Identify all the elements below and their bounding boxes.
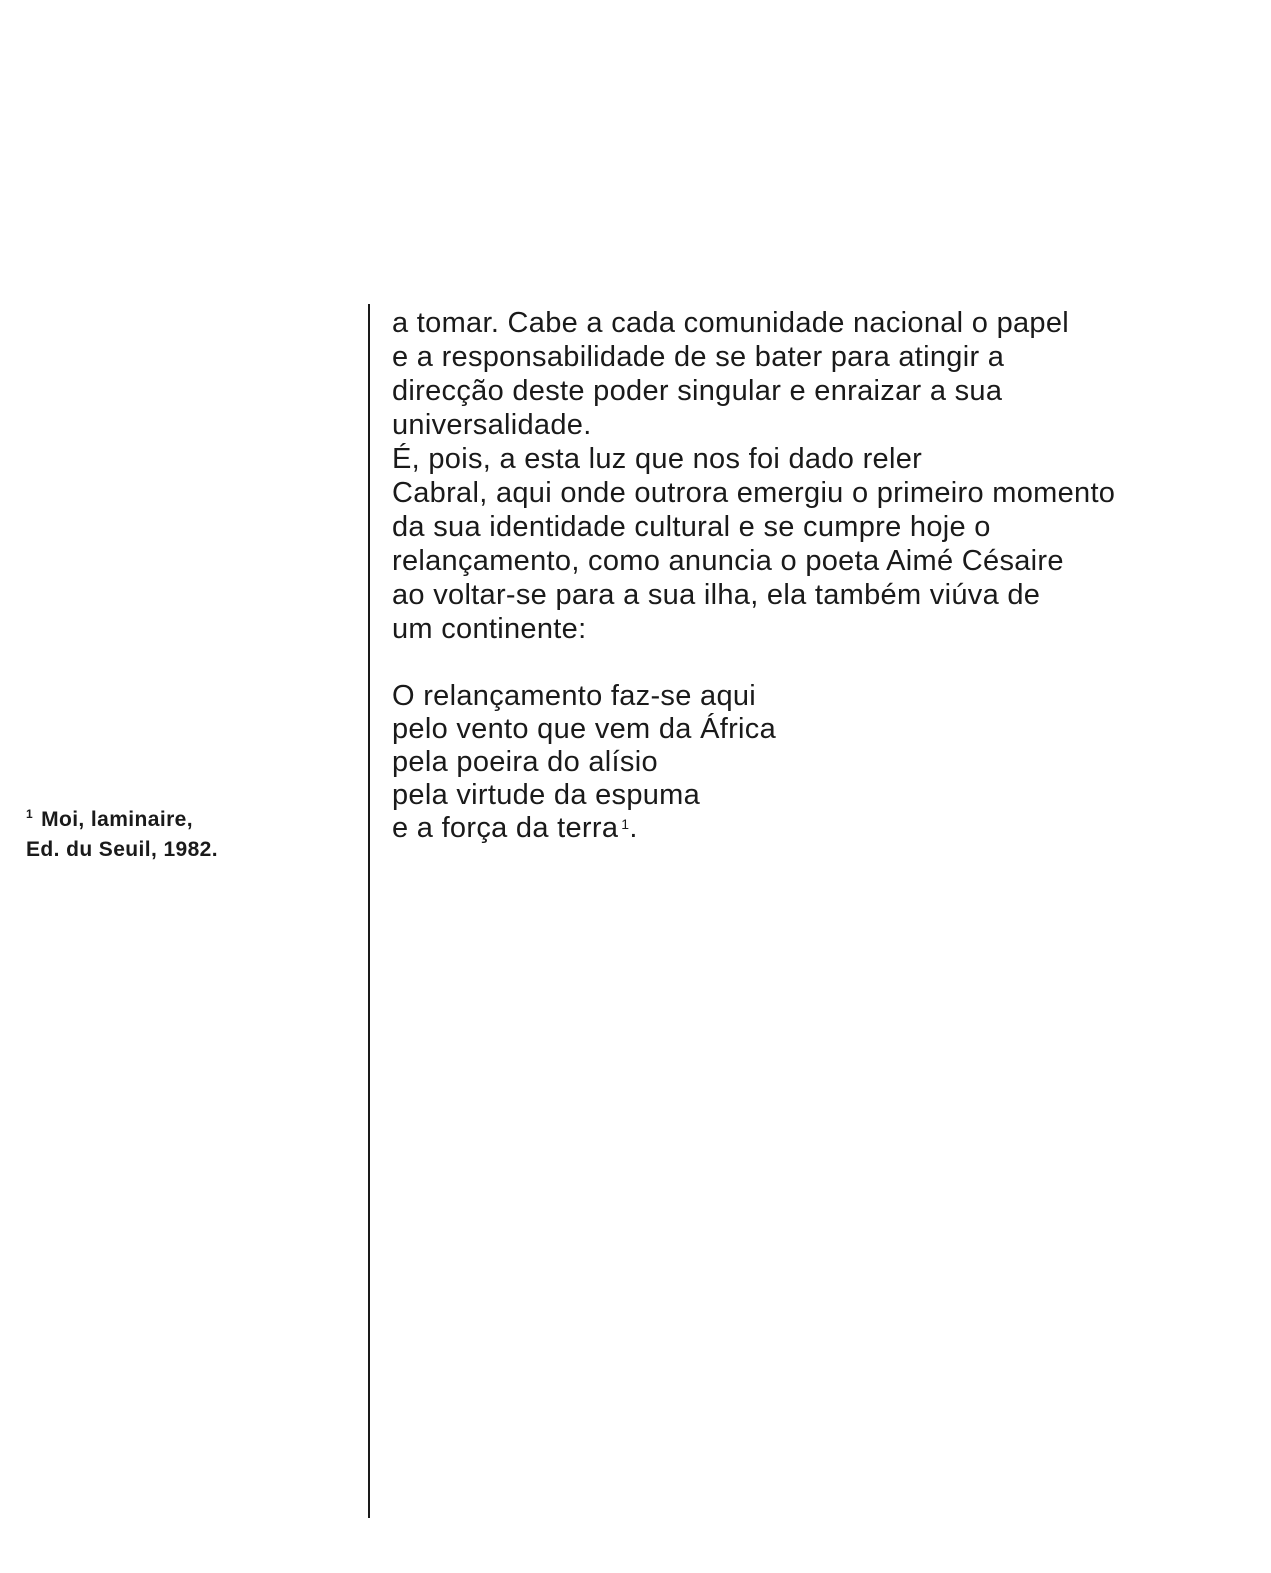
body-line: direcção deste poder singular e enraizar a sua <box>392 375 1003 407</box>
poem-last-line <box>392 812 992 845</box>
footnote-line-1 <box>26 806 356 836</box>
poem-quotation <box>392 680 992 845</box>
poem-line: e a força da terra <box>392 812 619 844</box>
poem-line: pela virtude da espuma <box>392 779 701 811</box>
poem-line: O relançamento faz-se aqui <box>392 680 757 712</box>
margin-divider-line <box>368 304 370 1518</box>
footnote-marker: 1 <box>26 807 34 821</box>
footnote-citation-title: Moi, laminaire, <box>41 808 193 831</box>
footnote-reference[interactable]: 1 <box>621 816 630 832</box>
body-line: É, pois, a esta luz que nos foi dado reler <box>392 443 923 475</box>
body-paragraph <box>392 306 1262 646</box>
body-line: e a responsabilidade de se bater para atingir a <box>392 341 1005 373</box>
body-line: um continente: <box>392 613 587 645</box>
body-line: universalidade. <box>392 409 592 441</box>
body-line: relançamento, como anuncia o poeta Aimé Césaire <box>392 545 1064 577</box>
body-line: da sua identidade cultural e se cumpre hoje o <box>392 511 991 543</box>
poem-line: pelo vento que vem da África <box>392 713 777 745</box>
poem-line: pela poeira do alísio <box>392 746 658 778</box>
body-line: ao voltar-se para a sua ilha, ela também viúva de <box>392 579 1041 611</box>
footnote <box>26 806 356 863</box>
body-line: a tomar. Cabe a cada comunidade nacional o papel <box>392 307 1070 339</box>
poem-final-punctuation: . <box>629 812 638 844</box>
footnote-line-2: Ed. du Seuil, 1982. <box>26 838 218 861</box>
body-line: Cabral, aqui onde outrora emergiu o primeiro momento <box>392 477 1116 509</box>
